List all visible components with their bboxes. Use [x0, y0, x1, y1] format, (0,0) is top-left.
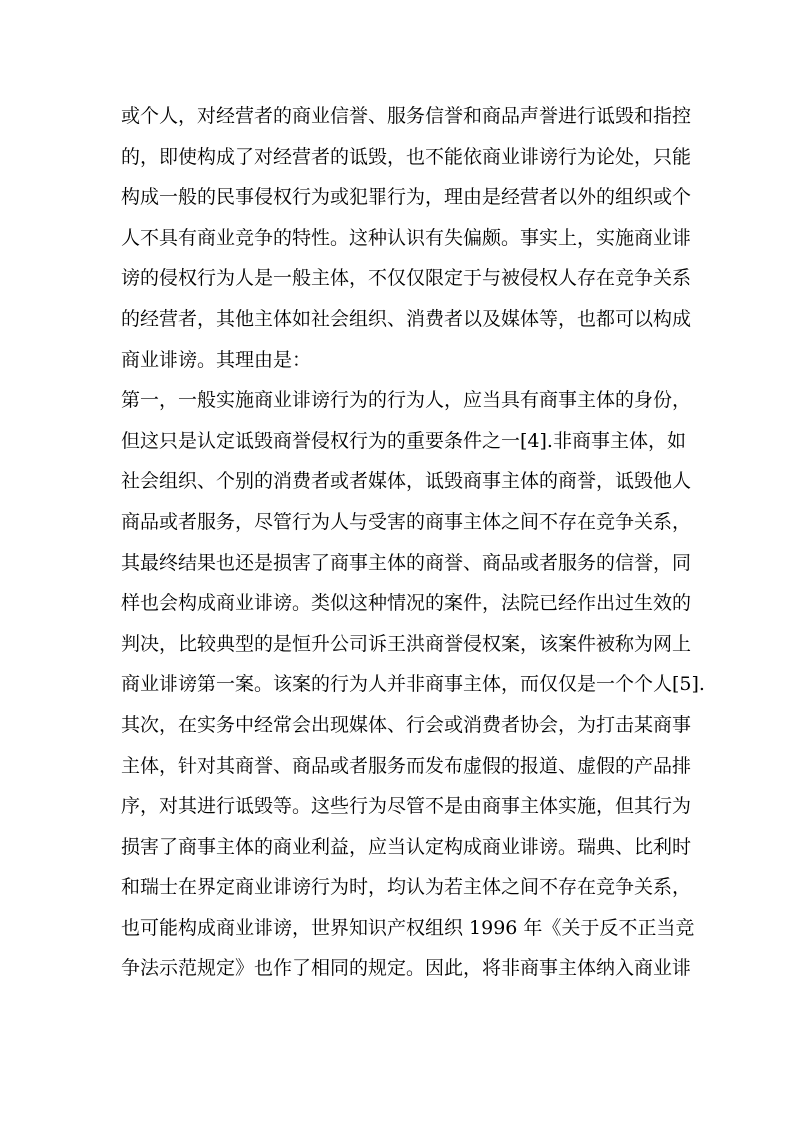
text-line: 和瑞士在界定商业诽谤行为时，均认为若主体之间不存在竞争关系，: [121, 876, 692, 899]
text-line: 或个人，对经营者的商业信誉、服务信誉和商品声誉进行诋毁和指控: [121, 105, 692, 127]
text-line: 构成一般的民事侵权行为或犯罪行为，理由是经营者以外的组织或个: [121, 186, 692, 209]
text-line: 主体，针对其商誉、商品或者服务而发布虚假的报道、虚假的产品排: [121, 754, 692, 777]
text-line: 商业诽谤第一案。该案的行为人并非商事主体，而仅仅是一个个人[5].: [121, 673, 705, 696]
text-line: 损害了商事主体的商业利益，应当认定构成商业诽谤。瑞典、比利时: [121, 835, 692, 858]
text-line: 商业诽谤。其理由是：: [121, 348, 312, 371]
text-line: 序，对其进行诋毁等。这些行为尽管不是由商事主体实施，但其行为: [121, 795, 692, 818]
text-line: 谤的侵权行为人是一般主体，不仅仅限定于与被侵权人存在竞争关系: [121, 267, 692, 290]
text-line: 样也会构成商业诽谤。类似这种情况的案件，法院已经作出过生效的: [121, 592, 692, 615]
text-line: 商品或者服务，尽管行为人与受害的商事主体之间不存在竞争关系，: [121, 510, 692, 533]
text-line: 的经营者，其他主体如社会组织、消费者以及媒体等，也都可以构成: [121, 307, 692, 330]
text-line: 其最终结果也还是损害了商事主体的商誉、商品或者服务的信誉，同: [121, 551, 692, 574]
text-line: 人不具有商业竞争的特性。这种认识有失偏颇。事实上，实施商业诽: [121, 226, 692, 249]
text-line: 社会组织、个别的消费者或者媒体，诋毁商事主体的商誉，诋毁他人: [121, 470, 692, 493]
text-line: 的，即使构成了对经营者的诋毁，也不能依商业诽谤行为论处，只能: [121, 145, 692, 168]
text-line: 争法示范规定》也作了相同的规定。因此，将非商事主体纳入商业诽: [121, 957, 692, 980]
text-line: 其次，在实务中经常会出现媒体、行会或消费者协会，为打击某商事: [121, 713, 692, 736]
text-line: 也可能构成商业诽谤，世界知识产权组织 1996 年《关于反不正当竞: [121, 916, 695, 939]
body-text: [121, 96, 705, 989]
text-line: 判决，比较典型的是恒升公司诉王洪商誉侵权案，该案件被称为网上: [121, 632, 692, 655]
text-line: 但这只是认定诋毁商誉侵权行为的重要条件之一[4].非商事主体，如: [121, 429, 686, 452]
text-line: 第一，一般实施商业诽谤行为的行为人，应当具有商事主体的身份，: [121, 389, 692, 412]
